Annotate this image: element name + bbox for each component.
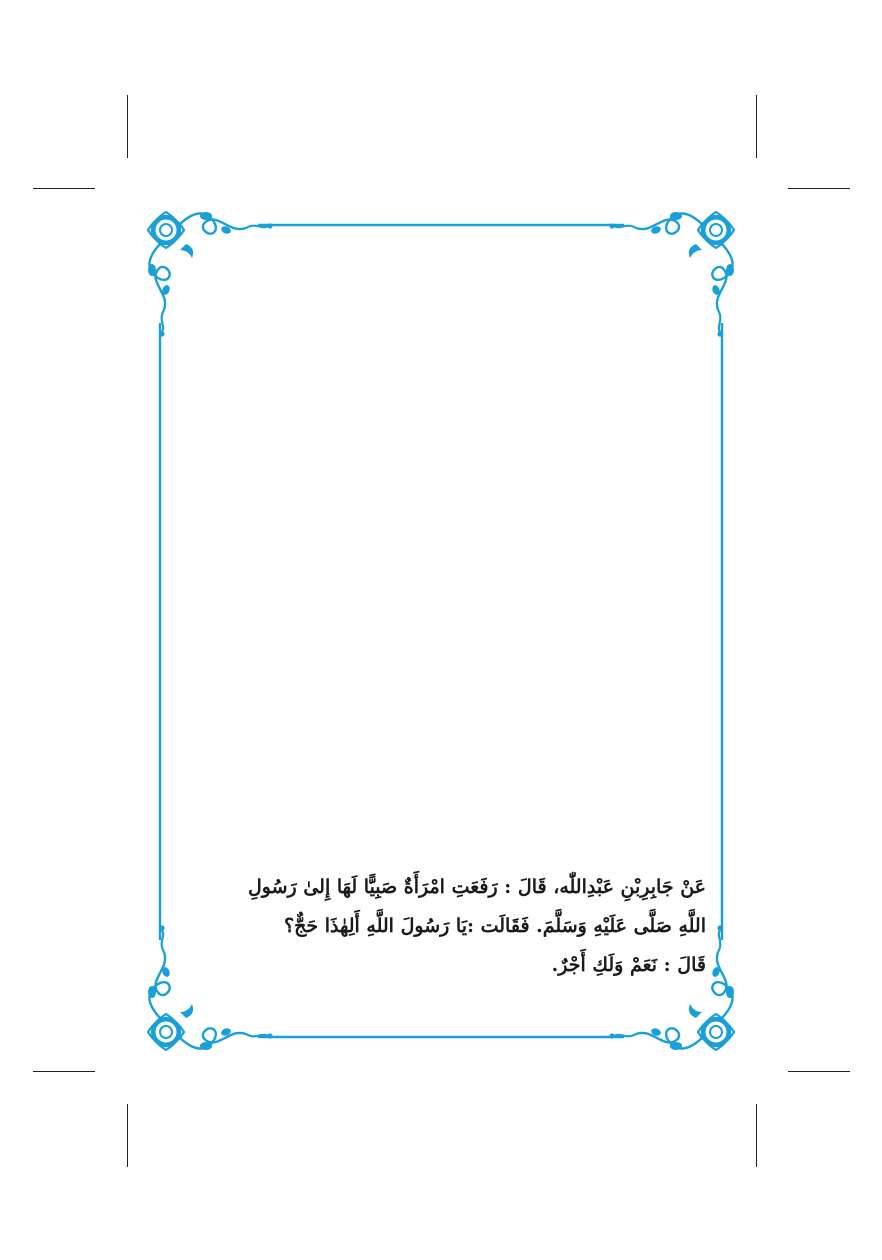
hadith-line-1: عَنْ جَابِرِبْنِ عَبْدِاللّٰه، قَالَ : رَفَعَتِ امْرَأَةٌ صَبِيًّا لَهَا إِلىٰ رَسُولِ — [247, 876, 706, 898]
hadith-line-2: اللَّهِ صَلَّى عَلَيْهِ وَسَلَّمَ. فَقَالَت :يَا رَسُولَ اللَّهِ أَلِهٰذَا حَجٌّ؟ — [284, 915, 706, 937]
hadith-line-3: قَالَ : نَعَمْ وَلَكِ أَجْرٌ. — [551, 954, 706, 976]
hadith-text — [200, 868, 706, 985]
corner-ornament-top-right — [609, 212, 734, 337]
corner-ornament-top-left — [148, 212, 273, 337]
